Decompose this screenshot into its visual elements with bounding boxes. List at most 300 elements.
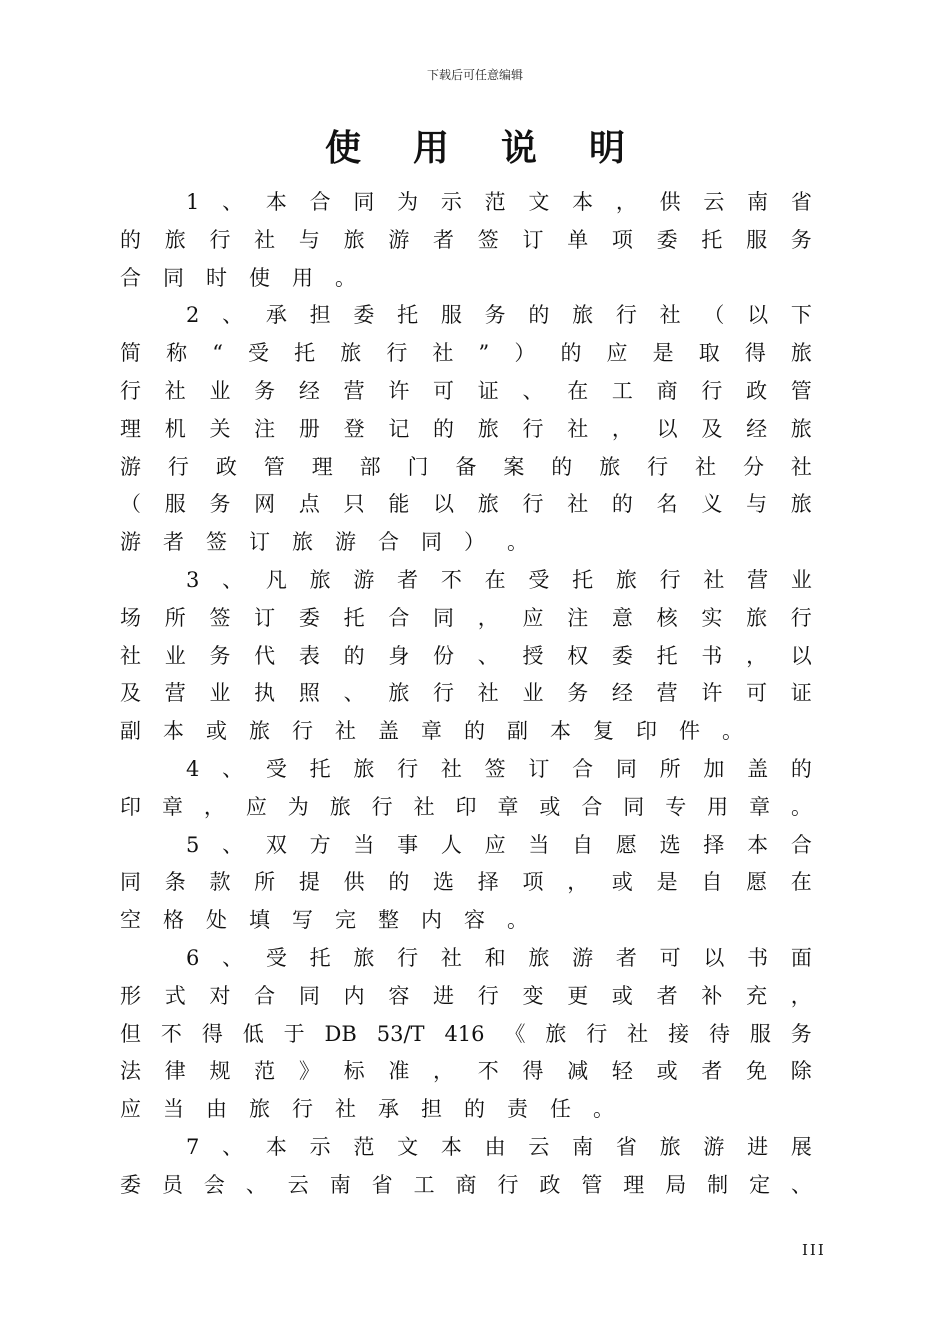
text-char: 许 bbox=[701, 681, 723, 706]
text-char: 云 bbox=[703, 190, 725, 214]
text-char: 本 bbox=[265, 1134, 287, 1159]
text-char: 社 bbox=[440, 756, 462, 781]
text-char: 行 bbox=[659, 567, 681, 592]
text-char: 6 bbox=[186, 945, 200, 970]
text-char: 内 bbox=[421, 908, 442, 933]
text-char: 印 bbox=[120, 794, 141, 819]
text-char: 愿 bbox=[746, 870, 768, 895]
text-line bbox=[120, 902, 812, 940]
text-char: 者 bbox=[656, 983, 678, 1008]
text-char: 除 bbox=[790, 1059, 812, 1084]
text-line bbox=[120, 184, 812, 222]
text-char: 管 bbox=[581, 1172, 603, 1197]
text-char: 1 bbox=[186, 190, 200, 214]
text-char: 服 bbox=[749, 1021, 771, 1046]
text-char: 专 bbox=[665, 794, 687, 819]
text-char: 。 bbox=[335, 265, 356, 290]
text-char: 行 bbox=[522, 416, 544, 441]
text-char: 同 bbox=[615, 756, 637, 781]
text-line bbox=[120, 411, 812, 449]
text-char: 云 bbox=[287, 1172, 309, 1197]
text-char: 业 bbox=[790, 567, 812, 592]
text-char: 章 bbox=[421, 719, 442, 744]
text-line bbox=[120, 1091, 812, 1129]
text-char: 应 bbox=[245, 794, 267, 819]
text-char: 案 bbox=[503, 454, 525, 479]
text-char: 提 bbox=[298, 870, 320, 895]
text-char: 与 bbox=[298, 227, 320, 252]
text-char: 当 bbox=[163, 1097, 184, 1122]
text-char: 5 bbox=[186, 832, 200, 857]
text-char: 旅 bbox=[309, 567, 331, 592]
text-char: 同 bbox=[623, 794, 645, 819]
text-char: 社 bbox=[164, 378, 186, 403]
text-char: 同 bbox=[163, 265, 184, 290]
text-char: 合 bbox=[790, 832, 812, 857]
text-line bbox=[120, 222, 812, 260]
text-char: 或 bbox=[206, 719, 227, 744]
text-char: 业 bbox=[209, 681, 231, 706]
text-char: 托 bbox=[701, 227, 723, 252]
text-char: ， bbox=[615, 190, 637, 214]
text-char: 补 bbox=[701, 983, 723, 1008]
text-char: 委 bbox=[353, 303, 375, 328]
text-char: 签 bbox=[477, 227, 499, 252]
text-char: 的 bbox=[343, 643, 365, 668]
text-char: 社 bbox=[335, 1097, 356, 1122]
text-char: 展 bbox=[790, 1134, 812, 1159]
text-char: 商 bbox=[656, 378, 678, 403]
text-char: 免 bbox=[746, 1059, 768, 1084]
text-char: 副 bbox=[507, 719, 528, 744]
text-char: 处 bbox=[206, 908, 227, 933]
text-char: 填 bbox=[249, 908, 270, 933]
text-char: 受 bbox=[265, 756, 287, 781]
text-char: 的 bbox=[551, 454, 573, 479]
text-char: 规 bbox=[209, 1059, 231, 1084]
text-char: 注 bbox=[254, 416, 276, 441]
text-char: 为 bbox=[287, 794, 309, 819]
text-char: 者 bbox=[615, 945, 637, 970]
text-char: 、 bbox=[245, 1172, 267, 1197]
text-char: 选 bbox=[659, 832, 681, 857]
text-char: 或 bbox=[611, 983, 633, 1008]
text-char: 游 bbox=[335, 530, 356, 555]
instructions-body bbox=[120, 184, 812, 1205]
text-char: 游 bbox=[120, 454, 141, 479]
text-line bbox=[120, 789, 812, 827]
text-char: 印 bbox=[455, 794, 477, 819]
text-char: 以 bbox=[656, 416, 678, 441]
text-char: 记 bbox=[388, 416, 410, 441]
text-char: 合 bbox=[309, 190, 331, 214]
text-char: 合 bbox=[254, 983, 276, 1008]
text-char: 行 bbox=[397, 945, 419, 970]
text-char: 用 bbox=[707, 794, 729, 819]
text-char: 行 bbox=[397, 756, 419, 781]
text-char: ） bbox=[464, 530, 485, 555]
text-char: 社 bbox=[432, 341, 454, 366]
text-char: 人 bbox=[440, 832, 462, 857]
text-char: 称 bbox=[166, 341, 188, 366]
text-char: 政 bbox=[746, 378, 768, 403]
text-char: 的 bbox=[120, 227, 141, 252]
text-char: 旅 bbox=[528, 945, 550, 970]
text-char: 但 bbox=[120, 1021, 141, 1046]
text-line bbox=[120, 638, 812, 676]
text-char: 员 bbox=[161, 1172, 183, 1197]
text-char: 加 bbox=[703, 756, 725, 781]
text-char: 律 bbox=[164, 1059, 186, 1084]
text-char: 、 bbox=[343, 681, 365, 706]
text-char: 与 bbox=[746, 492, 768, 517]
text-char: 于 bbox=[283, 1021, 305, 1046]
text-char: 本 bbox=[265, 190, 287, 214]
text-char: 社 bbox=[695, 454, 717, 479]
text-char: 管 bbox=[790, 378, 812, 403]
text-char: 由 bbox=[206, 1097, 227, 1122]
text-char: 同 bbox=[353, 190, 375, 214]
text-char: 代 bbox=[254, 643, 276, 668]
text-char: 份 bbox=[433, 643, 455, 668]
text-char: 承 bbox=[265, 303, 287, 328]
text-char: 进 bbox=[433, 983, 455, 1008]
text-char: 旅 bbox=[545, 1021, 567, 1046]
text-char: 4 bbox=[186, 756, 200, 781]
text-char: 在 bbox=[567, 378, 589, 403]
text-char: 的 bbox=[790, 756, 812, 781]
text-char: 的 bbox=[528, 303, 550, 328]
text-char: 53/T bbox=[376, 1021, 425, 1046]
text-char: 游 bbox=[388, 227, 410, 252]
text-char: 托 bbox=[309, 756, 331, 781]
text-char: 社 bbox=[567, 416, 589, 441]
text-char: 3 bbox=[186, 567, 200, 592]
text-char: 务 bbox=[209, 643, 231, 668]
text-char: 南 bbox=[572, 1134, 594, 1159]
text-char: ） bbox=[514, 341, 536, 366]
text-char: 复 bbox=[593, 719, 614, 744]
text-char: 托 bbox=[572, 567, 594, 592]
text-char: 会 bbox=[203, 1172, 225, 1197]
text-char: 应 bbox=[522, 605, 544, 630]
text-char: 授 bbox=[522, 643, 544, 668]
text-char: 为 bbox=[397, 190, 419, 214]
text-char: 面 bbox=[790, 945, 812, 970]
text-char: 托 bbox=[309, 945, 331, 970]
text-char: 以 bbox=[790, 643, 812, 668]
text-line bbox=[120, 978, 812, 1016]
text-char: 只 bbox=[343, 492, 365, 517]
text-char: 应 bbox=[120, 1097, 141, 1122]
text-char: 经 bbox=[611, 681, 633, 706]
text-char: 单 bbox=[567, 227, 589, 252]
text-char: 得 bbox=[201, 1021, 223, 1046]
text-char: 商 bbox=[455, 1172, 477, 1197]
text-char: 服 bbox=[440, 303, 462, 328]
text-char: 在 bbox=[484, 567, 506, 592]
text-char: 游 bbox=[572, 945, 594, 970]
text-char: 证 bbox=[790, 681, 812, 706]
text-char: 游 bbox=[353, 567, 375, 592]
text-line bbox=[120, 260, 812, 298]
text-char: “ bbox=[212, 341, 223, 366]
text-char: 行 bbox=[586, 1021, 608, 1046]
text-char: 同 bbox=[433, 605, 455, 630]
text-char: 理 bbox=[120, 416, 141, 441]
text-char: 完 bbox=[335, 908, 356, 933]
text-char: 取 bbox=[698, 341, 720, 366]
text-char: 部 bbox=[359, 454, 381, 479]
text-char: 章 bbox=[497, 794, 519, 819]
text-char: 本 bbox=[747, 832, 769, 857]
text-char: 示 bbox=[309, 1134, 331, 1159]
text-char: 文 bbox=[397, 1134, 419, 1159]
text-char: 下 bbox=[790, 303, 812, 328]
text-line bbox=[120, 1016, 812, 1054]
text-char: 册 bbox=[298, 416, 320, 441]
text-char: 托 bbox=[397, 303, 419, 328]
text-char: 待 bbox=[708, 1021, 730, 1046]
text-char: 行 bbox=[292, 1097, 313, 1122]
text-char: 委 bbox=[298, 605, 320, 630]
text-char: 证 bbox=[477, 378, 499, 403]
text-char: 应 bbox=[606, 341, 628, 366]
text-char: 执 bbox=[254, 681, 276, 706]
text-char: 以 bbox=[703, 945, 725, 970]
text-char: 合 bbox=[388, 605, 410, 630]
text-char: 制 bbox=[707, 1172, 729, 1197]
text-char: 、 bbox=[222, 567, 244, 592]
text-char: 社 bbox=[440, 945, 462, 970]
text-line bbox=[120, 486, 812, 524]
text-char: 项 bbox=[522, 870, 544, 895]
header-note: 下载后可任意编辑 bbox=[426, 68, 523, 82]
text-char: 订 bbox=[528, 756, 550, 781]
text-char: 社 bbox=[659, 303, 681, 328]
text-char: 是 bbox=[656, 870, 678, 895]
text-char: 工 bbox=[611, 378, 633, 403]
text-char: 容 bbox=[464, 908, 485, 933]
text-char: 托 bbox=[343, 605, 365, 630]
text-char: 托 bbox=[294, 341, 316, 366]
text-char: 务 bbox=[790, 1021, 812, 1046]
text-char: ， bbox=[477, 605, 499, 630]
text-char: 能 bbox=[388, 492, 410, 517]
text-char: 书 bbox=[701, 643, 723, 668]
text-char: 社 bbox=[335, 719, 356, 744]
text-char: 务 bbox=[567, 681, 589, 706]
text-char: 社 bbox=[254, 227, 276, 252]
text-line bbox=[120, 600, 812, 638]
text-char: 愿 bbox=[615, 832, 637, 857]
text-char: 。 bbox=[507, 908, 528, 933]
text-char: 行 bbox=[647, 454, 669, 479]
text-char: 备 bbox=[455, 454, 477, 479]
text-char: 签 bbox=[484, 756, 506, 781]
text-char: 《 bbox=[504, 1021, 526, 1046]
text-char: 》 bbox=[298, 1059, 320, 1084]
text-char: 担 bbox=[421, 1097, 442, 1122]
text-char: 旅 bbox=[353, 945, 375, 970]
text-char: ， bbox=[790, 983, 812, 1008]
text-char: 充 bbox=[746, 983, 768, 1008]
page-number: III bbox=[802, 1241, 826, 1259]
text-char: 委 bbox=[120, 1172, 141, 1197]
text-char: 用 bbox=[292, 265, 313, 290]
text-char: 在 bbox=[790, 870, 812, 895]
text-char: 对 bbox=[209, 983, 231, 1008]
text-char: 行 bbox=[209, 227, 231, 252]
text-char: 务 bbox=[790, 227, 812, 252]
text-char: 、 bbox=[222, 190, 244, 214]
text-char: 章 bbox=[749, 794, 771, 819]
text-char: 的 bbox=[464, 719, 485, 744]
text-char: 委 bbox=[611, 643, 633, 668]
text-line bbox=[120, 864, 812, 902]
text-char: 旅 bbox=[615, 567, 637, 592]
text-line bbox=[120, 524, 812, 562]
text-line bbox=[120, 827, 812, 865]
text-char: 旅 bbox=[388, 681, 410, 706]
text-char: 政 bbox=[215, 454, 237, 479]
document-title: 使用说明 bbox=[324, 128, 677, 169]
text-char: 旅 bbox=[790, 341, 812, 366]
text-char: 表 bbox=[298, 643, 320, 668]
text-char: 所 bbox=[164, 605, 186, 630]
text-char: 和 bbox=[484, 945, 506, 970]
text-char: 合 bbox=[378, 530, 399, 555]
text-char: 社 bbox=[413, 794, 435, 819]
text-char: 择 bbox=[477, 870, 499, 895]
text-char: 合 bbox=[572, 756, 594, 781]
text-char: 务 bbox=[484, 303, 506, 328]
text-char: 式 bbox=[164, 983, 186, 1008]
text-char: 条 bbox=[164, 870, 186, 895]
text-char: 旅 bbox=[353, 756, 375, 781]
text-char: 担 bbox=[309, 303, 331, 328]
text-char: 自 bbox=[701, 870, 723, 895]
text-char: 、 bbox=[222, 945, 244, 970]
text-char: 行 bbox=[615, 303, 637, 328]
text-char: 事 bbox=[397, 832, 419, 857]
text-char: 南 bbox=[747, 190, 769, 214]
text-char: 旅 bbox=[572, 303, 594, 328]
text-line bbox=[120, 562, 812, 600]
text-char: 行 bbox=[522, 492, 544, 517]
text-char: 空 bbox=[120, 908, 141, 933]
text-char: 社 bbox=[120, 643, 141, 668]
text-line bbox=[120, 713, 812, 751]
text-char: 的 bbox=[464, 1097, 485, 1122]
text-char: 务 bbox=[254, 378, 276, 403]
text-char: 同 bbox=[421, 530, 442, 555]
text-line bbox=[120, 1167, 812, 1205]
text-char: 业 bbox=[209, 378, 231, 403]
text-char: 文 bbox=[528, 190, 550, 214]
text-char: 社 bbox=[790, 454, 812, 479]
text-char: 业 bbox=[164, 643, 186, 668]
text-char: 社 bbox=[567, 492, 589, 517]
text-char: 意 bbox=[611, 605, 633, 630]
text-char: 社 bbox=[703, 567, 725, 592]
text-char: ， bbox=[433, 1059, 455, 1084]
text-char: 简 bbox=[120, 341, 141, 366]
text-char: 低 bbox=[242, 1021, 264, 1046]
text-char: 范 bbox=[254, 1059, 276, 1084]
text-char: 分 bbox=[742, 454, 764, 479]
text-char: 行 bbox=[167, 454, 189, 479]
text-char: ， bbox=[746, 643, 768, 668]
text-char: 机 bbox=[164, 416, 186, 441]
text-char: 形 bbox=[120, 983, 141, 1008]
text-char: 所 bbox=[659, 756, 681, 781]
text-char: 范 bbox=[484, 190, 506, 214]
text-char: 、 bbox=[222, 756, 244, 781]
text-char: 是 bbox=[652, 341, 674, 366]
text-char: 供 bbox=[343, 870, 365, 895]
text-char: 进 bbox=[747, 1134, 769, 1159]
text-char: 及 bbox=[120, 681, 141, 706]
text-char: 旅 bbox=[599, 454, 621, 479]
text-char: 经 bbox=[298, 378, 320, 403]
text-char: 者 bbox=[433, 227, 455, 252]
text-char: 受 bbox=[265, 945, 287, 970]
text-line bbox=[120, 675, 812, 713]
text-char: 名 bbox=[656, 492, 678, 517]
text-char: 。 bbox=[722, 719, 743, 744]
text-char: 章 bbox=[161, 794, 183, 819]
text-char: 、 bbox=[222, 832, 244, 857]
text-char: 。 bbox=[791, 794, 812, 819]
text-char: 注 bbox=[567, 605, 589, 630]
text-char: 者 bbox=[163, 530, 184, 555]
text-char: 营 bbox=[164, 681, 186, 706]
text-char: 。 bbox=[507, 530, 528, 555]
text-char: 7 bbox=[186, 1134, 200, 1159]
text-char: 。 bbox=[593, 1097, 614, 1122]
text-char: 当 bbox=[353, 832, 375, 857]
text-char: 省 bbox=[615, 1134, 637, 1159]
text-char: 可 bbox=[746, 681, 768, 706]
text-char: 政 bbox=[539, 1172, 561, 1197]
text-char: 内 bbox=[343, 983, 365, 1008]
text-line bbox=[120, 751, 812, 789]
text-char: 务 bbox=[209, 492, 231, 517]
text-char: 当 bbox=[528, 832, 550, 857]
text-char: 场 bbox=[120, 605, 141, 630]
text-char: 者 bbox=[701, 1059, 723, 1084]
text-char: 示 bbox=[440, 190, 462, 214]
text-char: 关 bbox=[209, 416, 231, 441]
text-char: 得 bbox=[522, 1059, 544, 1084]
text-char: 旅 bbox=[340, 341, 362, 366]
text-char: 同 bbox=[298, 983, 320, 1008]
text-line bbox=[120, 373, 812, 411]
text-char: 者 bbox=[397, 567, 419, 592]
text-char: 得 bbox=[744, 341, 766, 366]
text-char: 行 bbox=[371, 794, 393, 819]
text-char: 旅 bbox=[659, 1134, 681, 1159]
text-char: 容 bbox=[388, 983, 410, 1008]
text-char: 社 bbox=[477, 681, 499, 706]
text-char: 择 bbox=[703, 832, 725, 857]
text-char: 更 bbox=[567, 983, 589, 1008]
text-char: 盖 bbox=[378, 719, 399, 744]
text-char: 省 bbox=[371, 1172, 393, 1197]
text-char: 许 bbox=[388, 378, 410, 403]
text-char: 、 bbox=[222, 303, 244, 328]
